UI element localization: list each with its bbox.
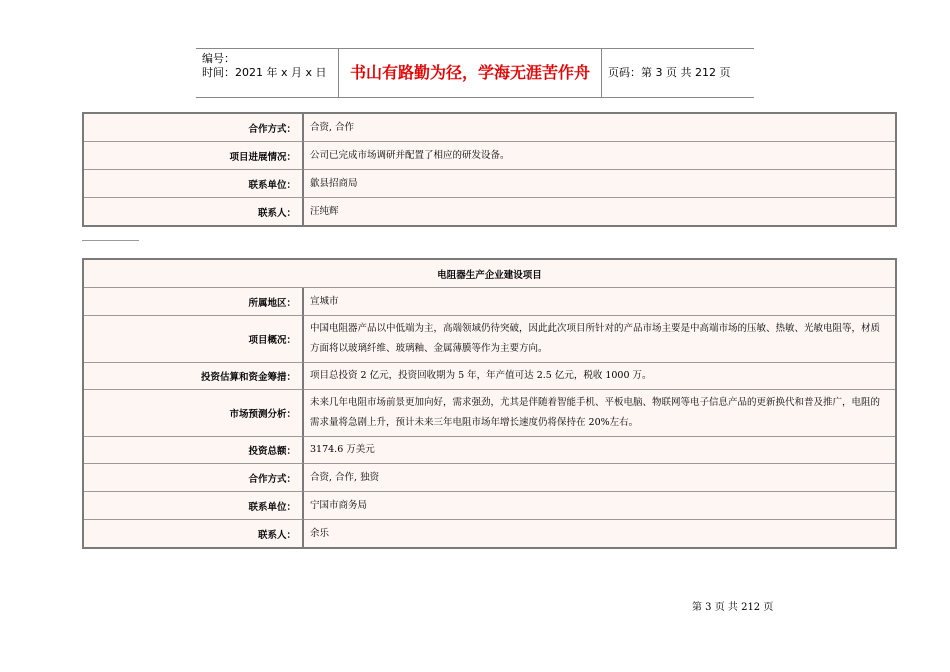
row-value: 3174.6 万美元 — [304, 437, 895, 464]
row-label: 联系单位： — [84, 170, 304, 198]
row-label: 联系人： — [84, 198, 304, 225]
row-label: 投资总额： — [84, 437, 304, 464]
header-meta — [202, 52, 327, 80]
header-date-label: 时间：2021 年 x 月 x 日 — [202, 66, 327, 79]
row-value: 公司已完成市场调研并配置了相应的研发设备。 — [304, 142, 895, 170]
table-title-row — [84, 260, 895, 288]
header-motto: 书山有路勤为径，学海无涯苦作舟 — [349, 63, 590, 82]
header-number-label: 编号： — [202, 52, 235, 65]
table-title: 电阻器生产企业建设项目 — [84, 260, 895, 288]
header-divider — [601, 49, 602, 97]
row-label: 联系人： — [84, 520, 304, 547]
row-label: 联系单位： — [84, 492, 304, 520]
table-row — [84, 363, 895, 390]
table-row — [84, 390, 895, 437]
table-row — [84, 437, 895, 464]
table-row — [84, 316, 895, 363]
table-row — [84, 520, 895, 547]
row-value: 余乐 — [310, 527, 330, 539]
row-label: 合作方式： — [84, 114, 304, 142]
row-label: 项目概况： — [84, 316, 304, 363]
row-value: 汪纯辉 — [310, 205, 339, 217]
row-value: 未来几年电阻市场前景更加向好，需求强劲，尤其是伴随着智能手机、平板电脑、物联网等电子信息产品的更新换代和普及推广，电阻的需求量将急剧上升，预计未来三年电阻市场年增长速度仍将保持在 20%左右。 — [304, 390, 895, 437]
row-value: 宁国市商务局 — [304, 492, 895, 520]
row-label: 市场预测分析： — [84, 390, 304, 437]
row-value: 歙县招商局 — [304, 170, 895, 198]
table-row — [84, 114, 895, 142]
table-row — [84, 288, 895, 316]
table-row — [84, 142, 895, 170]
row-label: 项目进展情况： — [84, 142, 304, 170]
row-value: 合资, 合作, 独资 — [304, 464, 895, 492]
row-label: 合作方式： — [84, 464, 304, 492]
row-value: 合资, 合作 — [304, 114, 895, 142]
row-label: 所属地区： — [84, 288, 304, 316]
table-row — [84, 492, 895, 520]
page-footer: 第 3 页 共 212 页 — [692, 602, 774, 613]
table-row — [84, 170, 895, 198]
table-row — [84, 464, 895, 492]
project-info-table-1 — [82, 112, 897, 227]
project-info-table-2 — [82, 258, 897, 549]
row-value: 宣城市 — [304, 288, 895, 316]
row-value: 中国电阻器产品以中低端为主，高端领域仍待突破，因此此次项目所针对的产品市场主要是中高端市场的压敏、热敏、光敏电阻等，材质方面将以玻璃纤维、玻璃釉、金属薄膜等作为主要方向。 — [304, 316, 895, 363]
section-divider — [82, 240, 139, 241]
row-label: 投资估算和资金筹措： — [84, 363, 304, 390]
row-value: 项目总投资 2 亿元，投资回收期为 5 年，年产值可达 2.5 亿元，税收 1000 万。 — [304, 363, 895, 390]
header-page-label: 页码：第 3 页 共 212 页 — [608, 66, 731, 79]
page-header — [196, 48, 754, 98]
table-row — [84, 198, 895, 225]
